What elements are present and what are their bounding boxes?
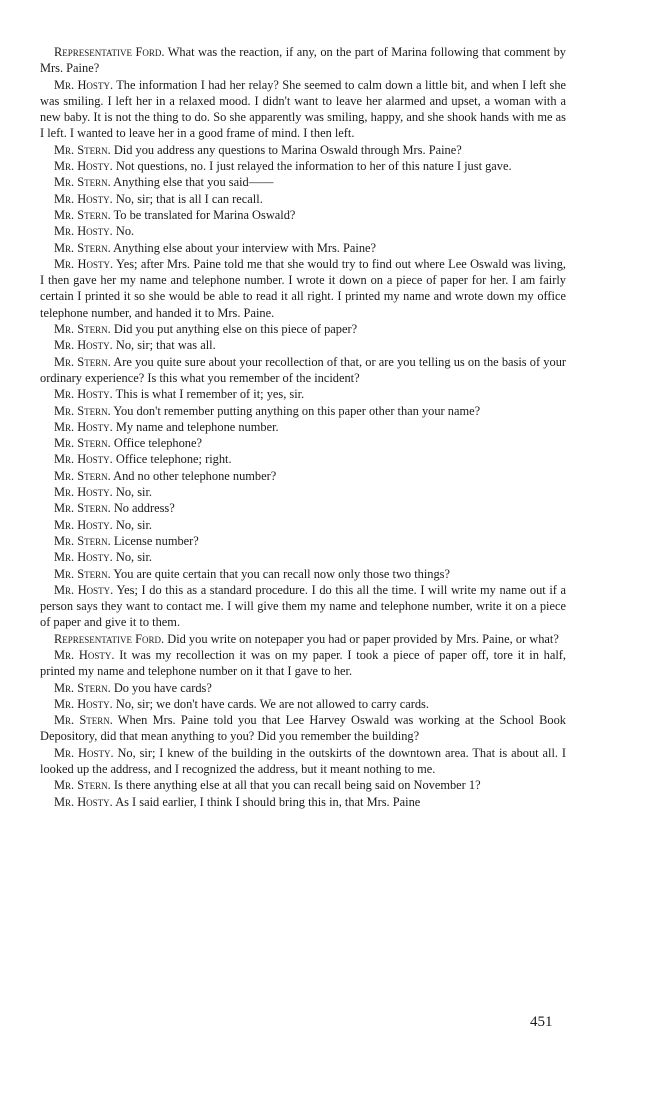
speaker-name: Mr. Stern. (54, 240, 111, 255)
speaker-name: Mr. Hosty. (54, 745, 114, 760)
speech-text: To be translated for Marina Oswald? (113, 207, 296, 222)
speech-text: No, sir; I knew of the building in the outskirts of the downtown area. That is about all. I looked up the address, and I recognized the address, but it meant nothing to me. (40, 745, 566, 777)
testimony-paragraph (40, 386, 566, 402)
speaker-name: Mr. Hosty. (54, 517, 113, 532)
speaker-name: Mr. Stern. (54, 778, 111, 793)
testimony-paragraph (40, 631, 566, 647)
speaker-name: Mr. Hosty. (54, 191, 113, 206)
speech-text: No, sir. (115, 485, 153, 500)
speaker-name: Representative Ford. (54, 631, 165, 646)
speech-text: No, sir. (115, 517, 153, 532)
speaker-name: Mr. Hosty. (54, 794, 113, 809)
document-body (40, 44, 566, 810)
speech-text: And no other telephone number? (113, 468, 277, 483)
testimony-paragraph (40, 419, 566, 435)
testimony-paragraph (40, 533, 566, 549)
testimony-paragraph (40, 517, 566, 533)
testimony-paragraph (40, 777, 566, 793)
speaker-name: Mr. Stern. (54, 207, 111, 222)
speaker-name: Mr. Stern. (54, 533, 111, 548)
testimony-paragraph (40, 500, 566, 516)
testimony-paragraph (40, 158, 566, 174)
speech-text: No, sir; that is all I can recall. (115, 191, 263, 206)
speech-text: Did you put anything else on this piece of paper? (113, 322, 358, 337)
speaker-name: Mr. Hosty. (54, 485, 113, 500)
speech-text: No, sir; that was all. (115, 338, 216, 353)
speech-text: Do you have cards? (113, 680, 212, 695)
testimony-paragraph (40, 337, 566, 353)
speaker-name: Mr. Hosty. (54, 159, 113, 174)
testimony-paragraph (40, 484, 566, 500)
speaker-name: Mr. Stern. (54, 403, 111, 418)
testimony-paragraph (40, 745, 566, 778)
testimony-paragraph (40, 435, 566, 451)
speech-text: Not questions, no. I just relayed the information to her of this nature I just gave. (115, 159, 512, 174)
speech-text: Office telephone; right. (115, 452, 232, 467)
testimony-paragraph (40, 549, 566, 565)
speaker-name: Mr. Hosty. (54, 550, 113, 565)
testimony-paragraph (40, 223, 566, 239)
speaker-name: Mr. Stern. (54, 175, 111, 190)
testimony-paragraph (40, 794, 566, 810)
speech-text: Office telephone? (113, 436, 202, 451)
speech-text: Anything else that you said—— (113, 175, 274, 190)
speech-text: No, sir; we don't have cards. We are not allowed to carry cards. (115, 696, 429, 711)
speech-text: You don't remember putting anything on this paper other than your name? (113, 403, 481, 418)
testimony-paragraph (40, 77, 566, 142)
speech-text: When Mrs. Paine told you that Lee Harvey Oswald was working at the School Book Depository, did that mean anything to you? Did you remember the building? (40, 713, 567, 744)
speech-text: The information I had her relay? She seemed to calm down a little bit, and when I left she was smiling. I left her in a relaxed mood. I didn't want to leave her alarmed and upset, a woman with a new baby. It is not the thing to do. So she apparently was smiling, happy, and she shook hands with me as I left. I wanted to leave her in a good frame of mind. I then left. (40, 77, 567, 141)
speaker-name: Mr. Hosty. (54, 77, 114, 92)
speaker-name: Mr. Stern. (54, 468, 111, 483)
testimony-paragraph (40, 142, 566, 158)
speaker-name: Representative Ford. (54, 45, 165, 59)
testimony-paragraph (40, 321, 566, 337)
testimony-paragraph (40, 174, 566, 190)
testimony-paragraph (40, 712, 566, 745)
speaker-name: Mr. Hosty. (54, 452, 113, 467)
speaker-name: Mr. Stern. (54, 436, 111, 451)
testimony-paragraph (40, 256, 566, 321)
speech-text: You are quite certain that you can recall now only those two things? (113, 566, 450, 581)
speaker-name: Mr. Hosty. (54, 696, 113, 711)
speaker-name: Mr. Hosty. (54, 419, 113, 434)
speaker-name: Mr. Stern. (54, 322, 111, 337)
speaker-name: Mr. Hosty. (54, 338, 113, 353)
testimony-paragraph (40, 240, 566, 256)
speaker-name: Mr. Hosty. (54, 256, 114, 271)
speech-text: Anything else about your interview with Mrs. Paine? (113, 240, 377, 255)
testimony-paragraph (40, 468, 566, 484)
speech-text: Is there anything else at all that you can recall being said on November 1? (113, 778, 481, 793)
testimony-paragraph (40, 354, 566, 387)
speaker-name: Mr. Stern. (54, 566, 111, 581)
testimony-paragraph (40, 696, 566, 712)
speaker-name: Mr. Stern. (54, 354, 111, 369)
testimony-paragraph (40, 44, 566, 77)
testimony-paragraph (40, 566, 566, 582)
speech-text: No address? (113, 501, 175, 516)
speaker-name: Mr. Stern. (54, 142, 111, 157)
speech-text: What was the reaction, if any, on the part of Marina following that comment by Mrs. Paine? (40, 45, 566, 76)
speech-text: As I said earlier, I think I should bring this in, that Mrs. Paine (115, 794, 421, 809)
speech-text: Yes; after Mrs. Paine told me that she would try to find out where Lee Oswald was living, I then gave her my name and telephone number. I wrote it down on a piece of paper for her. I am fairly certain I printed it so she would be able to read it all right. I printed my name and wrote down my office telephone number, and handed it to Mrs. Paine. (40, 256, 567, 320)
speech-text: Did you write on notepaper you had or paper provided by Mrs. Paine, or what? (167, 631, 559, 646)
speech-text: Yes; I do this as a standard procedure. I do this all the time. I will write my name out if a person says they want to contact me. I will give them my name and telephone number, write it on a piece of paper and give it to them. (40, 582, 567, 630)
speech-text: No. (115, 224, 135, 239)
testimony-paragraph (40, 207, 566, 223)
testimony-paragraph (40, 451, 566, 467)
speech-text: No, sir. (115, 550, 153, 565)
speaker-name: Mr. Stern. (54, 680, 111, 695)
speech-text: This is what I remember of it; yes, sir. (115, 387, 305, 402)
testimony-paragraph (40, 647, 566, 680)
speech-text: It was my recollection it was on my paper. I took a piece of paper off, tore it in half, printed my name and telephone number on it that I gave to her. (40, 647, 566, 679)
testimony-paragraph (40, 403, 566, 419)
speaker-name: Mr. Stern. (54, 501, 111, 516)
speech-text: Did you address any questions to Marina Oswald through Mrs. Paine? (113, 142, 462, 157)
speech-text: Are you quite sure about your recollection of that, or are you telling us on the basis of your ordinary experience? Is this what you remember of the incident? (40, 354, 567, 385)
testimony-paragraph (40, 680, 566, 696)
speech-text: License number? (113, 533, 199, 548)
speaker-name: Mr. Hosty. (54, 582, 114, 597)
speaker-name: Mr. Hosty. (54, 387, 113, 402)
speech-text: My name and telephone number. (115, 419, 279, 434)
speaker-name: Mr. Hosty. (54, 647, 115, 662)
testimony-paragraph (40, 582, 566, 631)
speaker-name: Mr. Stern. (54, 713, 113, 728)
speaker-name: Mr. Hosty. (54, 224, 113, 239)
testimony-paragraph (40, 191, 566, 207)
page-number: 451 (530, 1014, 553, 1030)
